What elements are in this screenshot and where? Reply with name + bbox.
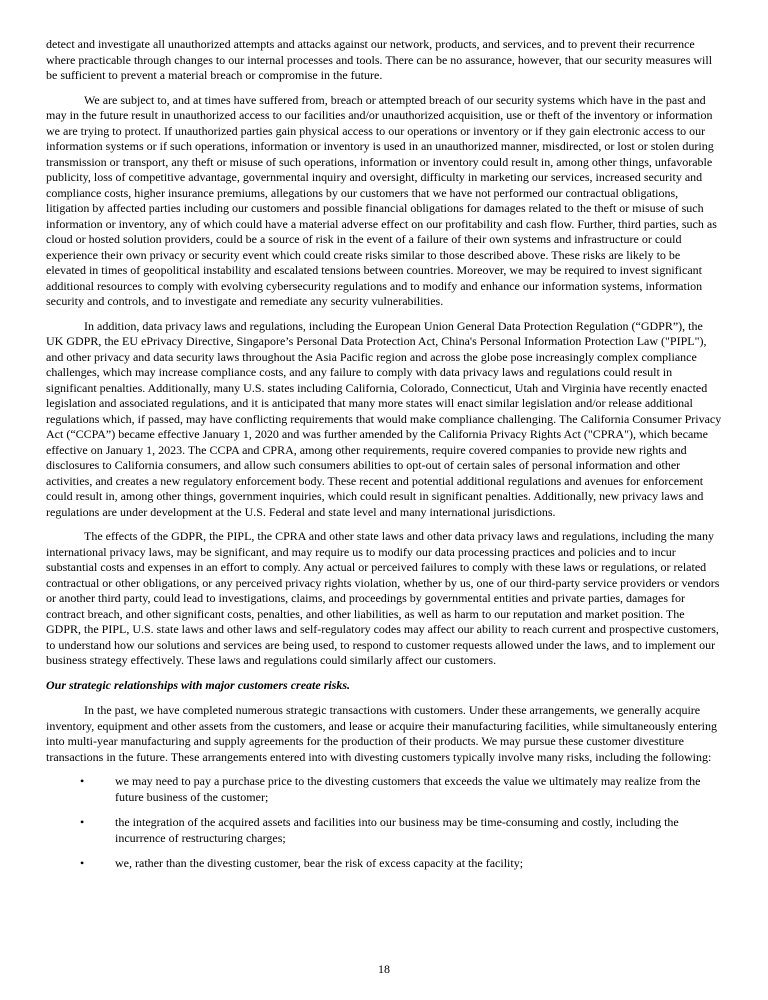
document-content — [46, 37, 722, 882]
paragraph: The effects of the GDPR, the PIPL, the CPRA and other state laws and other data privacy laws and regulations, including the many international privacy laws, may be significant, and may require us to modify our data processing practices and policies and to incur substantial costs and expenses in an effort to comply. Any actual or perceived failures to comply with these laws or regulations, or related contractual or other obligations, or any perceived privacy rights violation, whether by us, one of our third-party service providers or vendors or another third party, could lead to investigations, claims, and proceedings by governmental entities and private parties, damages for contract breach, and other significant costs, penalties, and other liabilities, as well as harm to our reputation and market position. The GDPR, the PIPL, U.S. state laws and other laws and self-regulatory codes may affect our ability to reach current and prospective customers, to understand how our solutions and services are being used, to respond to customer requests allowed under the laws, and to implement our business strategy effectively. These laws and regulations could similarly affect our customers. — [46, 529, 720, 667]
bullet-text: the integration of the acquired assets and facilities into our business may be time-consuming and costly, including the incurrence of restructuring charges; — [115, 815, 679, 845]
paragraph: In the past, we have completed numerous strategic transactions with customers. Under these arrangements, we generally acquire inventory, equipment and other assets from the customers, and lease or acquire their manufacturing facilities, while simultaneously entering into multi-year manufacturing and supply agreements for the production of their products. We may pursue these customer divestiture transactions in the future. These arrangements entered into with divesting customers typically involve many risks, including the following: — [46, 703, 718, 764]
bullet-item — [46, 815, 722, 846]
bullet-item — [46, 856, 722, 872]
paragraph: In addition, data privacy laws and regulations, including the European Union General Data Protection Regulation (“GDPR”), the UK GDPR, the EU ePrivacy Directive, Singapore’s Personal Data Protection Act, China's Personal Information Protection Law ("PIPL"), and other privacy and data security laws throughout the Asia Pacific region and across the globe pose increasingly complex compliance challenges, which may increase compliance costs, and any failure to comply with data privacy laws and regulations could result in significant penalties. Additionally, many U.S. states including California, Colorado, Connecticut, Utah and Virginia have recently enacted legislation and associated regulations, and it is anticipated that many more states will enact similar legislation and/or release additional regulations which, if passed, may have conflicting requirements that would make compliance challenging. The California Consumer Privacy Act (“CCPA”) became effective January 1, 2020 and was further amended by the California Privacy Rights Act ("CPRA"), which became effective on January 1, 2023. The CCPA and CPRA, among other requirements, require covered companies to provide new rights and disclosures to California consumers, and allow such consumers abilities to opt-out of certain sales of personal information and other activities, and creates a new regulatory enforcement body. These recent and potential additional regulations and avenues for enforcement could result in, among other things, government inquiries, which could result in significant penalties. Additionally, new privacy laws and regulations are under development at the U.S. Federal and state level and many international jurisdictions. — [46, 318, 722, 519]
bullet-icon: • — [80, 815, 85, 829]
paragraph: We are subject to, and at times have suffered from, breach or attempted breach of our security systems which have in the past and may in the future result in unauthorized access to our facilities and/or unauthorized acquisition, use or theft of the inventory or information we are trying to protect. If unauthorized parties gain physical access to our operations or inventory or if they gain electronic access to our information systems or if such operations, information or inventory is used in an unauthorized manner, misdirected, or lost or stolen during transmission or transport, any theft or misuse of such operations, information or inventory could result in, among other things, unfavorable publicity, loss of competitive advantage, governmental inquiry and oversight, difficulty in marketing our services, increased security and compliance costs, higher insurance premiums, allegations by our customers that we have not performed our contractual obligations, litigation by affected parties including our customers and possible financial obligations for damages related to the theft or misuse of such information or inventory, any of which could have a material adverse effect on our profitability and cash flow. Further, third parties, such as cloud or hosted solution providers, could be a source of risk in the event of a failure of their own systems and infrastructure or could experience their own privacy or security event which could create risks similar to those described above. These risks are likely to be elevated in times of geopolitical instability and escalated tensions between countries. Moreover, we may be required to invest significant additional resources to comply with evolving cybersecurity regulations and to modify and enhance our information systems, information security and controls, and to investigate and remediate any security vulnerabilities. — [46, 92, 717, 308]
bullet-text: we, rather than the divesting customer, bear the risk of excess capacity at the facility; — [115, 856, 524, 870]
bullet-icon: • — [80, 774, 85, 788]
bullet-text: we may need to pay a purchase price to the divesting customers that exceeds the value we ultimately may realize from the future business of the customer; — [115, 774, 701, 804]
paragraph: detect and investigate all unauthorized attempts and attacks against our network, products, and services, and to prevent their recurrence where practicable through changes to our internal processes and tools. There can be no assurance, however, that our security measures will be sufficient to prevent a material breach or compromise in the future. — [46, 37, 713, 82]
section-heading: Our strategic relationships with major customers create risks. — [46, 677, 351, 692]
bullet-item — [46, 774, 722, 805]
page-number: 18 — [378, 962, 390, 976]
bullet-icon: • — [80, 856, 85, 870]
